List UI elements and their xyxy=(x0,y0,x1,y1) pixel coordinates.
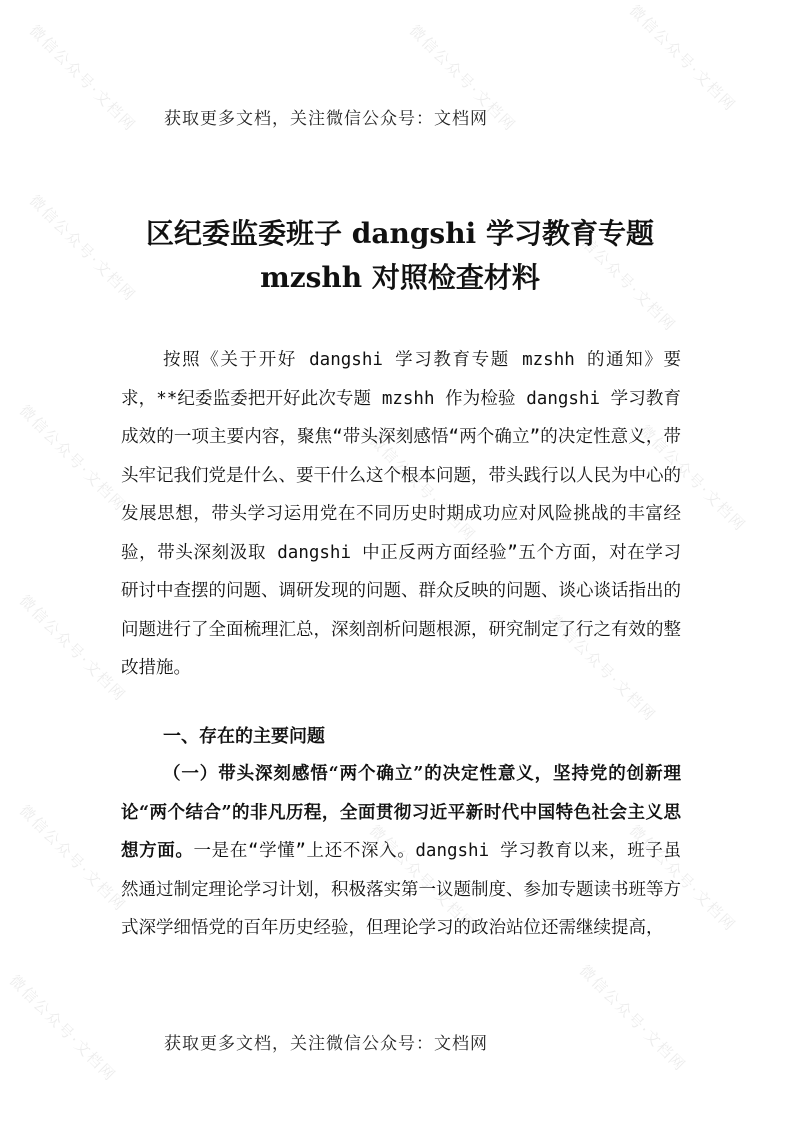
document-title-line1: 区纪委监委班子 dangshi 学习教育专题 xyxy=(146,217,654,250)
watermark: 微信公众号·文档网 xyxy=(25,191,140,306)
subsection-paragraph xyxy=(121,755,681,948)
watermark: 微信公众号·文档网 xyxy=(5,971,120,1086)
section-heading: 一、存在的主要问题 xyxy=(163,726,325,747)
watermark: 微信公众号·文档网 xyxy=(15,591,130,706)
subsection-bold-lead: （一）带头深刻感悟“两个确立”的决定性意义，坚持党的创新理论“两个结合”的非凡历程，全面贯彻习近平新时代中国特色社会主义思想方面。 xyxy=(121,764,681,861)
watermark: 微信公众号·文档网 xyxy=(635,421,750,536)
watermark: 微信公众号·文档网 xyxy=(405,21,520,136)
watermark: 微信公众号·文档网 xyxy=(15,401,130,516)
header-note: 获取更多文档，关注微信公众号：文档网 xyxy=(164,109,488,129)
footer-note: 获取更多文档，关注微信公众号：文档网 xyxy=(164,1034,488,1054)
watermark: 微信公众号·文档网 xyxy=(25,21,140,136)
watermark: 微信公众号·文档网 xyxy=(625,821,740,936)
watermark: 微信公众号·文档网 xyxy=(575,961,690,1076)
watermark: 微信公众号·文档网 xyxy=(565,221,680,336)
document-title-line2: mzshh 对照检查材料 xyxy=(260,261,540,294)
watermark: 微信公众号·文档网 xyxy=(15,801,130,916)
watermark: 微信公众号·文档网 xyxy=(365,821,480,936)
watermark: 微信公众号·文档网 xyxy=(625,1,740,116)
watermark: 微信公众号·文档网 xyxy=(545,611,660,726)
watermark: 微信公众号·文档网 xyxy=(365,431,480,546)
intro-paragraph: 按照《关于开好 dangshi 学习教育专题 mzshh 的通知》要求，**纪委监委把开好此次专题 mzshh 作为检验 dangshi 学习教育成效的一项主要内容，聚焦“带头深刻感悟“两个确立”的决定性意义，带头牢记我们党是什么、要干什么这个根本问题，带头践行以人民为中心的发展思想，带头学习运用党在不同历史时期成功应对风险挑战的丰富经验，带头深刻汲取 dangshi 中正反两方面经验”五个方面，对在学习研讨中查摆的问题、调研发现的问题、群众反映的问题、谈心谈话指出的问题进行了全面梳理汇总，深刻剖析问题根源，研究制定了行之有效的整改措施。 xyxy=(121,350,681,678)
subsection-text: 一是在“学懂”上还不深入。dangshi 学习教育以来，班子虽然通过制定理论学习计划，积极落实第一议题制度、参加专题读书班等方式深学细悟党的百年历史经验，但理论学习的政治站位还需继续提高， xyxy=(121,841,682,938)
